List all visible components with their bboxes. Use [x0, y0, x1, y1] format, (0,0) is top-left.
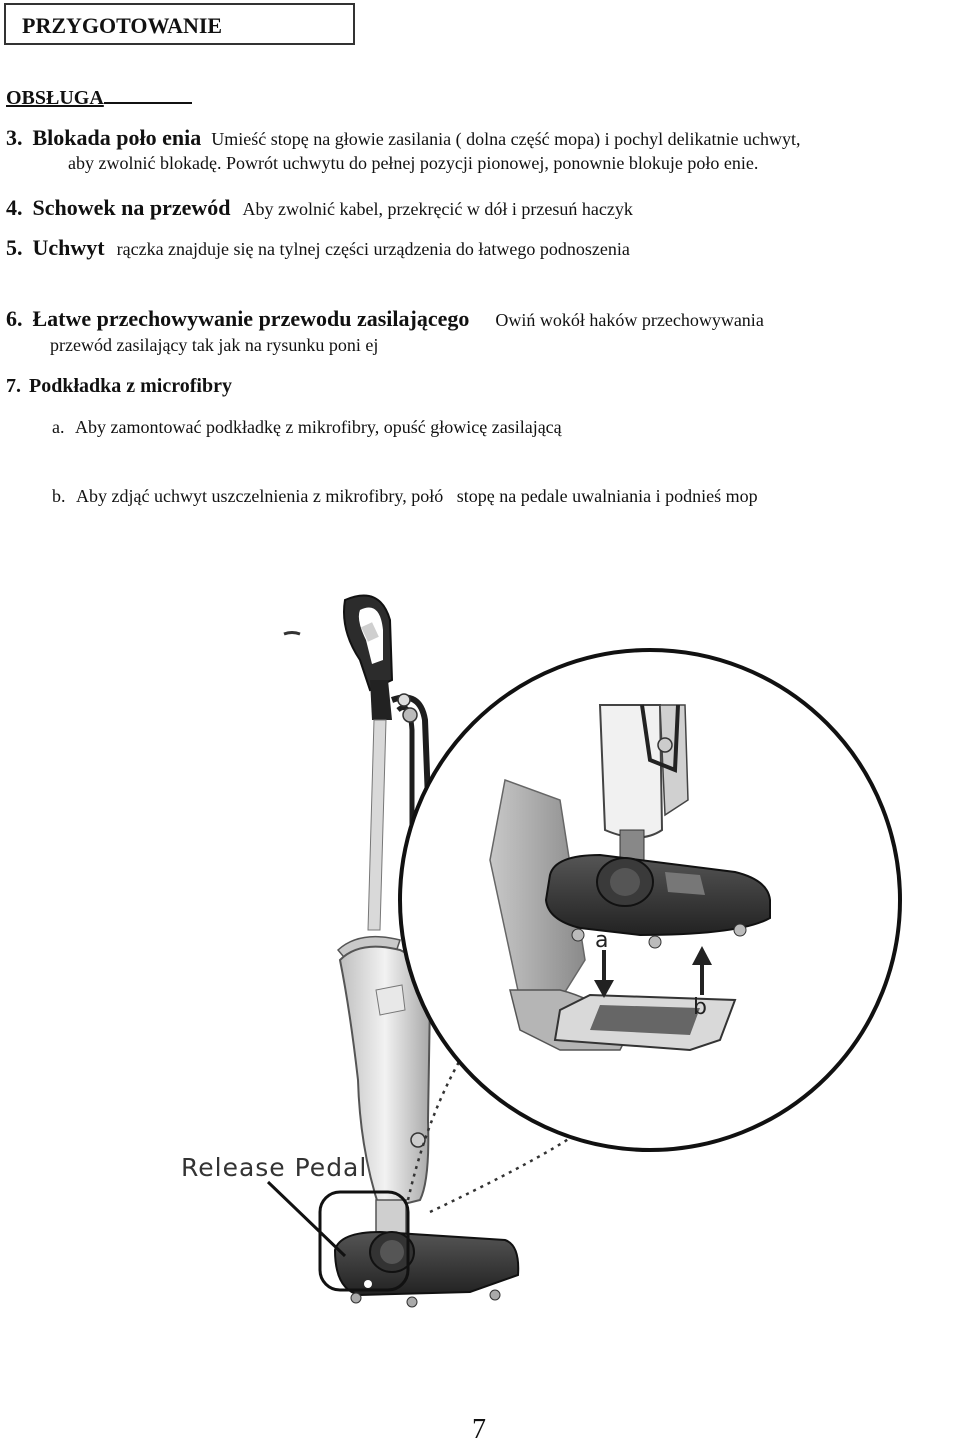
item-4-text: Aby zwolnić kabel, przekręcić w dół i przesuń haczyk — [242, 199, 633, 219]
section-title: OBSŁUGA — [6, 84, 192, 110]
item-4-heading: Schowek na przewód — [32, 195, 231, 220]
item-6-text-line1: Owiń wokół haków przechowywania — [495, 310, 764, 330]
item-3-text-line1: Umieść stopę na głowie zasilania ( dolna część mopa) i pochyl delikatnie uchwyt, — [211, 129, 801, 149]
item-3-text-line2: aby zwolnić blokadę. Powrót uchwytu do pełnej pozycji pionowej, ponownie blokuje poło enie. — [68, 153, 759, 173]
item-3-heading: Blokada poło enia — [32, 125, 202, 150]
arrow-a-label: a — [595, 928, 609, 953]
item-3-number: 3. — [6, 125, 23, 150]
item-7b-text: Aby zdjąć uchwyt uszczelnienia z mikrofibry, połó stopę na pedale uwalniania i podnieś mop — [76, 486, 758, 506]
item-7-heading: Podkładka z microfibry — [29, 375, 232, 397]
item-7b-label: b. — [52, 486, 66, 506]
release-pedal-label: Release Pedal — [181, 1153, 368, 1182]
item-5-heading: Uchwyt — [32, 235, 105, 260]
item-7a-text: Aby zamontować podkładkę z mikrofibry, opuść głowicę zasilającą — [75, 417, 562, 437]
page-number: 7 — [472, 1414, 486, 1445]
item-5-number: 5. — [6, 235, 23, 260]
item-6-text-line2: przewód zasilający tak jak na rysunku poni ej — [50, 335, 379, 355]
item-5-text: rączka znajduje się na tylnej części urządzenia do łatwego podnoszenia — [116, 239, 630, 259]
item-7a-label: a. — [52, 417, 65, 437]
header-title: PRZYGOTOWANIE — [22, 13, 223, 38]
detail-zoom-circle — [400, 650, 900, 1150]
item-4-number: 4. — [6, 195, 23, 220]
arrow-b-label: b — [693, 995, 707, 1020]
stray-mark — [284, 633, 300, 635]
item-6-number: 6. — [6, 306, 23, 331]
item-7-number: 7. — [6, 375, 21, 397]
item-6-heading: Łatwe przechowywanie przewodu zasilającego — [32, 306, 470, 331]
